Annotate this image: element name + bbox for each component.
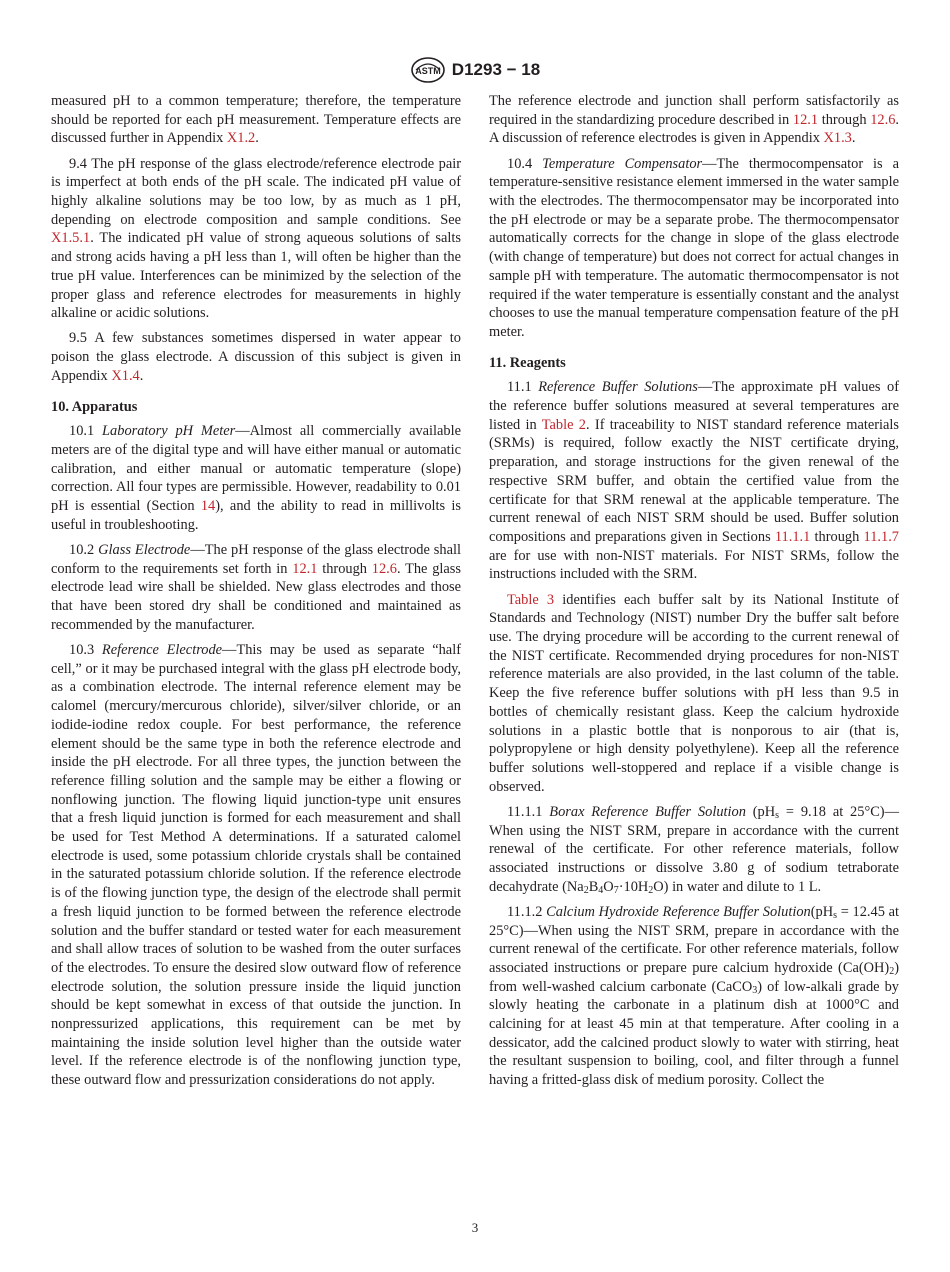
paragraph-10-2: 10.2 Glass Electrode—The pH response of the glass electrode shall conform to the requirements set forth in 12.1 through 12.6. The glass electrode lead wire shall be shielded. New glass electrodes and those that have been stored dry shall be conditioned and maintained as recommended by the manufacturer. — [51, 541, 462, 633]
link-x1-5-1[interactable]: X1.5.1 — [51, 230, 91, 247]
paragraph-11-1-1: 11.1.1 Borax Reference Buffer Solution ($pH_s = 9.18$ at 25°C)—When using the NIST SRM, prepare in accordance with the current renewal of the certificate. For other reference materials, follow associated instructions or dissolve 3.80 g of sodium tetraborate decahydrate $(Na_2B_4O_7\cdot 10H_2O)$ in water and dilute to 1 L. — [489, 803, 899, 896]
link-12-6[interactable]: 12.6 — [371, 560, 397, 577]
link-x1-4[interactable]: X1.4 — [111, 367, 140, 384]
link-12-1-right[interactable]: 12.1 — [792, 111, 819, 128]
page-header — [0, 56, 950, 84]
paragraph-temperature-continuation: measured pH to a common temperature; therefore, the temperature should be reported for each pH measurement. Temperature effects are discussed further in Appendix X1.2. — [51, 93, 461, 147]
link-12-1[interactable]: 12.1 — [292, 560, 318, 577]
astm-logo-text: ASTM — [415, 66, 441, 76]
section-heading-apparatus: 10. Apparatus — [51, 398, 138, 415]
link-x1-3[interactable]: X1.3 — [823, 130, 852, 147]
paragraph-10-4: 10.4 Temperature Compensator—The thermocompensator is a temperature-sensitive resistance element immersed in the water sample with the electrodes. The thermocompensator may be incorporated into the pH electrode or may be a separate probe. The thermocompensator automatically corrects for the change in slope of the glass electrode (with change of temperature) but does not correct for actual changes in sample pH with temperature. The automatic thermocompensator is not required if the water temperature is essentially constant and the analyst chooses to use the manual temperature compensation feature of the pH meter. — [489, 155, 899, 340]
link-x1-2[interactable]: X1.2 — [226, 130, 256, 147]
page-number: 3 — [471, 1220, 479, 1235]
link-11-1-7[interactable]: 11.1.7 — [863, 528, 899, 545]
astm-logo-icon — [410, 56, 446, 84]
paragraph-table-3: Table 3 identifies each buffer salt by its National Institute of Standards and Technology (NIST) number Dry the buffer salt before use. The drying procedure will be according to the current renewal of the NIST certificate. Recommended drying procedures for non-NIST reference materials are also provided, in the last column of the table. Keep the five reference buffer solutions with pH less than 9.5 in bottles of chemically resistant glass. Keep the calcium hydroxide solutions in a plastic bottle that is nonporous to air (that is, polypropylene or high density polyethylene). Keep all the reference buffer solutions well-stoppered and replace if a visible change is observed. — [489, 591, 899, 795]
link-12-6-right[interactable]: 12.6 — [870, 111, 896, 128]
paragraph-10-1: 10.1 Laboratory pH Meter—Almost all commercially available meters are of the digital type and will have either manual or automatic calibration, and either manual or automatic temperature (slope) correction. All four types are permissible. However, readability to 0.01 pH is essential (Section 14), and the ability to read in millivolts is useful in troubleshooting. — [51, 423, 462, 533]
link-11-1-1[interactable]: 11.1.1 — [774, 528, 811, 545]
paragraph-reference-electrode-continuation: The reference electrode and junction shall perform satisfactorily as required in the standardizing procedure described in 12.1 through 12.6. A discussion of reference electrodes is given in Appendix X1.3. — [489, 93, 899, 147]
document-code: D1293 − 18 — [451, 60, 541, 79]
paragraph-11-1: 11.1 Reference Buffer Solutions—The approximate pH values of the reference buffer solutions measured at several temperatures are listed in Table 2. If traceability to NIST standard reference materials (SRMs) is required, follow exactly the NIST certificate drying, preparation, and storage instructions for the given renewal of the respective SRM buffer, and obtain the certified value from the certificate for that SRM renewal at the applicable temperature. The current renewal of each NIST SRM should be used. Buffer solution compositions and preparations given in Sections 11.1.1 through 11.1.7 are for use with non-NIST materials. For NIST SRMs, follow the instructions included with the SRM. — [489, 379, 899, 583]
right-column — [489, 92, 899, 1096]
paragraph-11-1-2: 11.1.2 Calcium Hydroxide Reference Buffer $Solution(pH_s = 12.45$ at 25°C)—When using the NIST SRM, prepare in accordance with the current renewal of the certificate. For other reference materials, follow associated instructions or prepare pure calcium hydroxide $(Ca(OH)_2)$ from well-washed calcium carbonate (CaCO$_3$) of low-alkali grade by slowly heating the carbonate in a platinum dish at 1000°C and calcining for at least 45 min at that temperature. After cooling in a dessicator, add the calcined product slowly to water with stirring, heat the resultant suspension to boiling, cool, and filter through a funnel having a fritted-glass disk of medium porosity. Collect the — [489, 903, 899, 1089]
left-column — [51, 92, 461, 1096]
link-table-3[interactable]: Table 3 — [507, 591, 555, 608]
section-heading-reagents: 11. Reagents — [489, 354, 566, 371]
paragraph-9-5: 9.5 A few substances sometimes dispersed in water appear to poison the glass electrode. A discussion of this subject is given in Appendix X1.4. — [51, 330, 461, 384]
paragraph-10-3: 10.3 Reference Electrode—This may be used as separate “half cell,” or it may be purchased integral with the glass pH electrode body, as a combination electrode. The internal reference element may be calomel (mercury/mercurous chloride), silver/silver chloride, or an iodide-iodine redox couple. For best performance, the reference element should be the same type in both the reference electrode and inside the pH electrode. For all three types, the junction between the reference filling solution and the sample may be either a flowing or nonflowing junction. The flowing liquid junction-type unit ensures that a fresh liquid junction is formed for each measurement and shall be used for Test Method A determinations. If a saturated calomel electrode is used, some potassium chloride crystals shall be contained in the saturated potassium chloride solution. If the reference electrode is of the flowing junction type, the design of the electrode shall permit a fresh liquid junction to be formed between the reference electrode solution and the buffer standard or tested water for each measurement and shall allow traces of solution to be washed from the outer surfaces of the electrodes. To ensure the desired slow outward flow of reference electrode solution, the solution pressure inside the liquid junction should be kept somewhat in excess of that outside the junction. In nonpressurized applications, this requirement can be met by maintaining the inside solution level higher than the outside water level. If the reference electrode is of the nonflowing junction type, these outward flow and pressurization considerations do not apply. — [51, 641, 461, 1089]
link-section-14[interactable]: 14 — [200, 498, 216, 515]
link-table-2[interactable]: Table 2 — [541, 416, 586, 433]
paragraph-9-4: 9.4 The pH response of the glass electrode/reference electrode pair is imperfect at both ends of the pH scale. The indicated pH value of highly alkaline solutions may be too low, by as much as 1 pH, depending on electrode composition and sample conditions. See X1.5.1. The indicated pH value of strong aqueous solutions of salts and strong acids having a pH less than 1, will often be higher than the true pH value. Interferences can be minimized by the selection of the proper glass and reference electrodes for measurements in highly alkaline or acidic solutions. — [51, 155, 461, 322]
